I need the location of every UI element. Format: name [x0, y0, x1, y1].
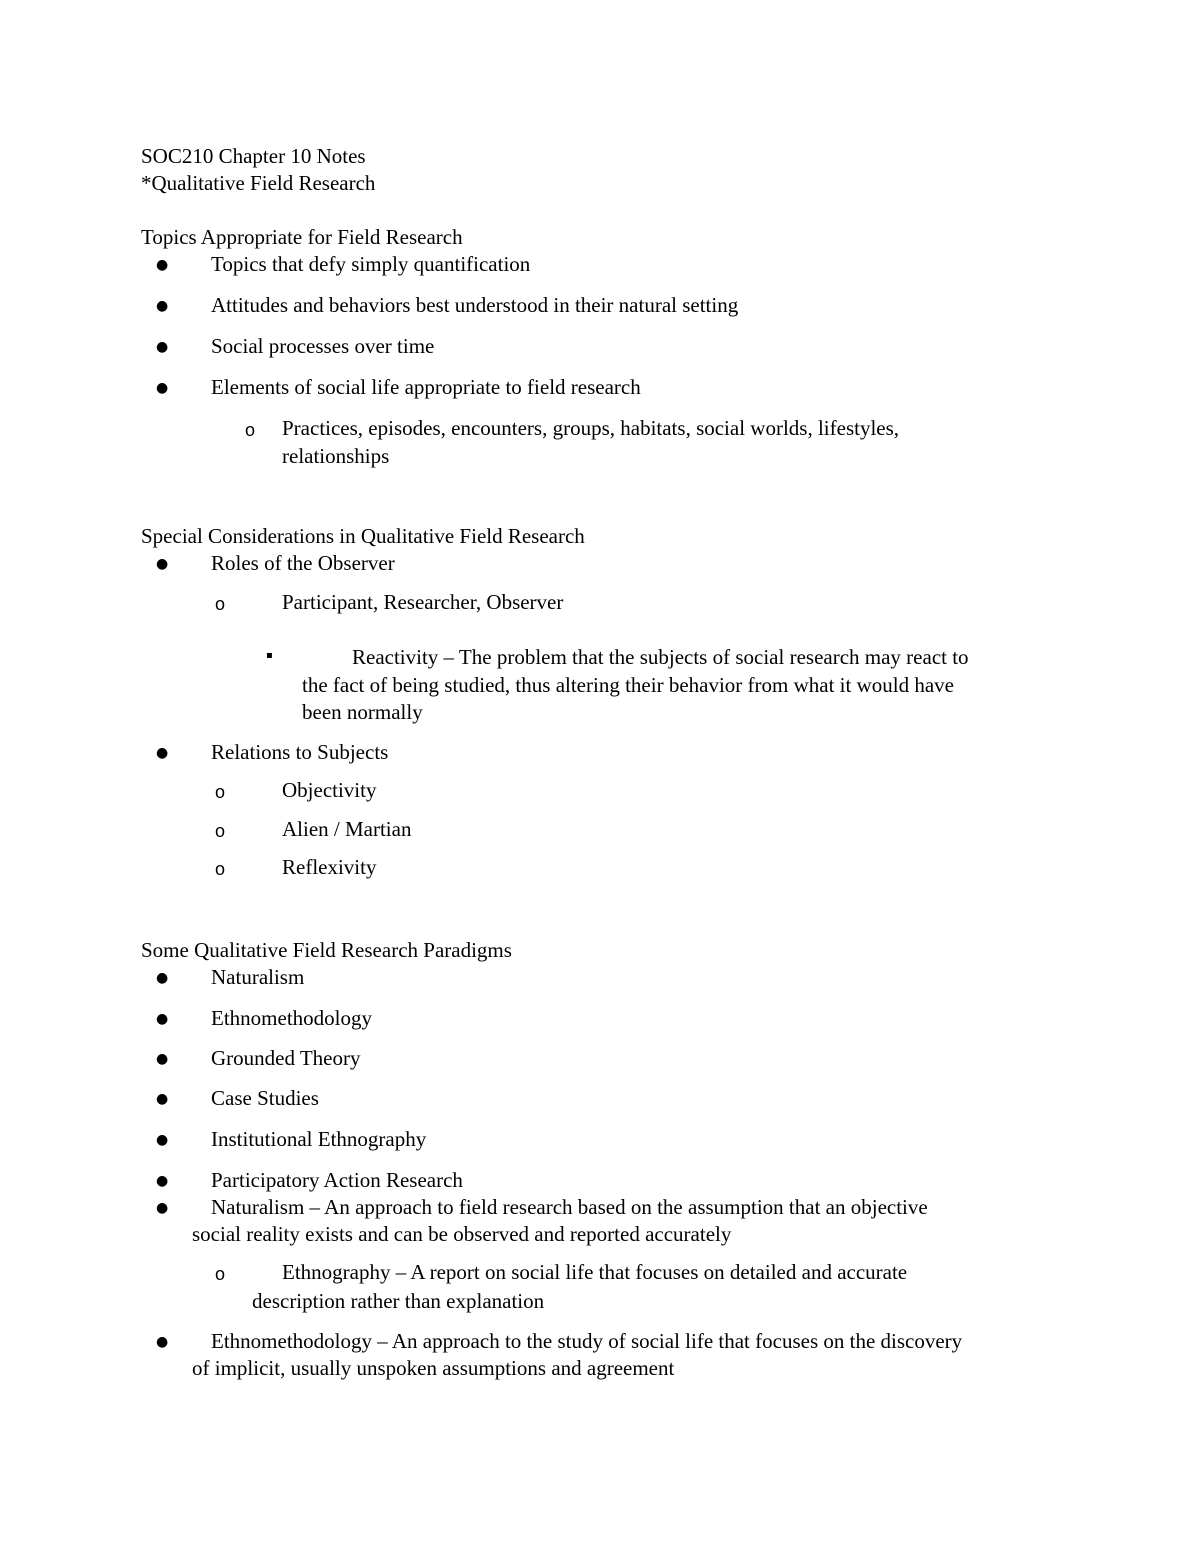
list-item: Attitudes and behaviors best understood in their natural setting	[211, 293, 739, 317]
definition-line: social reality exists and can be observed and reported accurately	[192, 1222, 732, 1246]
list-item: Ethnomethodology	[211, 1006, 372, 1030]
definition-line: Ethnography – A report on social life that focuses on detailed and accurate	[282, 1260, 908, 1284]
sub-sub-list-item-line: the fact of being studied, thus altering their behavior from what it would have	[302, 673, 954, 697]
definition-line: Naturalism – An approach to field research based on the assumption that an objective	[211, 1195, 928, 1219]
sub-list-item-line: relationships	[282, 444, 390, 468]
bullet-square: ▪	[266, 650, 273, 661]
section-heading-special-considerations: Special Considerations in Qualitative Field Research	[141, 524, 585, 548]
document-title: SOC210 Chapter 10 Notes	[141, 144, 366, 168]
bullet-disc: ●	[156, 1334, 169, 1350]
section-heading-paradigms: Some Qualitative Field Research Paradigms	[141, 938, 512, 962]
list-item: Participatory Action Research	[211, 1168, 463, 1192]
bullet-circle: o	[215, 821, 226, 841]
bullet-disc: ●	[156, 1173, 169, 1189]
bullet-circle: o	[215, 859, 226, 879]
bullet-disc: ●	[156, 745, 169, 761]
list-item: Roles of the Observer	[211, 551, 395, 575]
bullet-disc: ●	[156, 1011, 169, 1027]
list-item: Grounded Theory	[211, 1046, 361, 1070]
definition-line: Ethnomethodology – An approach to the study of social life that focuses on the discovery	[211, 1329, 963, 1353]
bullet-disc: ●	[156, 380, 169, 396]
list-item: Elements of social life appropriate to field research	[211, 375, 641, 399]
sub-list-item: Alien / Martian	[282, 817, 412, 841]
sub-sub-list-item-line: Reactivity – The problem that the subjects of social research may react to	[352, 645, 969, 669]
list-item: Institutional Ethnography	[211, 1127, 427, 1151]
list-item: Social processes over time	[211, 334, 435, 358]
list-item: Topics that defy simply quantification	[211, 252, 531, 276]
bullet-circle: o	[245, 420, 256, 440]
bullet-disc: ●	[156, 257, 169, 273]
bullet-circle: o	[215, 594, 226, 614]
sub-list-item: Reflexivity	[282, 855, 377, 879]
bullet-circle: o	[215, 782, 226, 802]
sub-list-item: Objectivity	[282, 778, 377, 802]
bullet-disc: ●	[156, 1132, 169, 1148]
list-item: Naturalism	[211, 965, 305, 989]
sub-list-item-line: Practices, episodes, encounters, groups, habitats, social worlds, lifestyles,	[282, 416, 900, 440]
bullet-disc: ●	[156, 1051, 169, 1067]
definition-line: of implicit, usually unspoken assumptions and agreement	[192, 1356, 675, 1380]
bullet-circle: o	[215, 1264, 226, 1284]
bullet-disc: ●	[156, 556, 169, 572]
bullet-disc: ●	[156, 1091, 169, 1107]
document-subtitle: *Qualitative Field Research	[141, 171, 376, 195]
bullet-disc: ●	[156, 970, 169, 986]
bullet-disc: ●	[156, 1200, 169, 1216]
bullet-disc: ●	[156, 339, 169, 355]
definition-line: description rather than explanation	[252, 1289, 545, 1313]
bullet-disc: ●	[156, 298, 169, 314]
sub-list-item: Participant, Researcher, Observer	[282, 590, 564, 614]
list-item: Relations to Subjects	[211, 740, 389, 764]
section-heading-topics: Topics Appropriate for Field Research	[141, 225, 463, 249]
sub-sub-list-item-line: been normally	[302, 700, 423, 724]
list-item: Case Studies	[211, 1086, 319, 1110]
